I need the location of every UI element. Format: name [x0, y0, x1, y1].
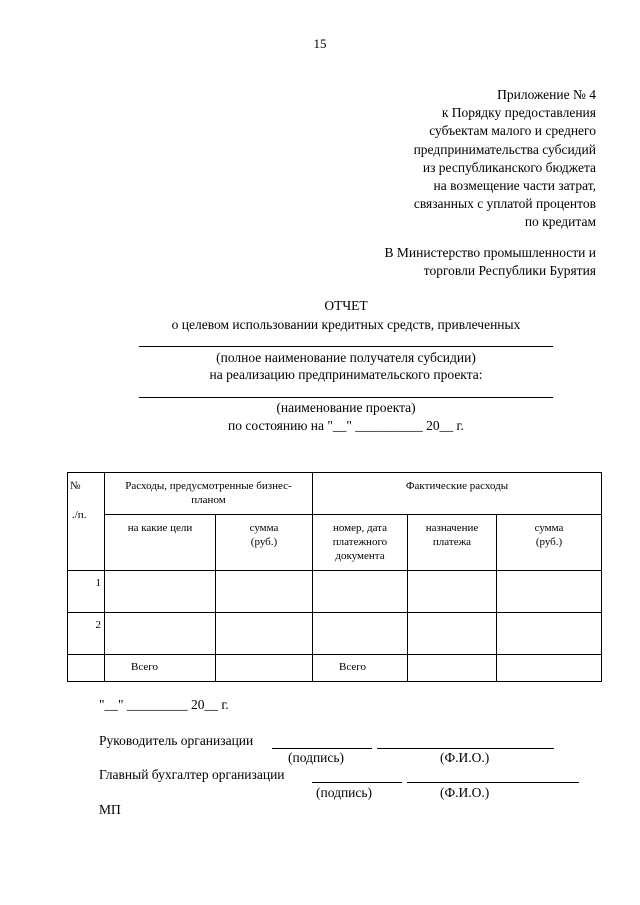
header-number-label: ./п. [72, 509, 87, 521]
accountant-label: Главный бухгалтер организации [99, 767, 285, 782]
addressee-line: торговли Республики Бурятия [423, 263, 596, 278]
accountant-name-hint: (Ф.И.О.) [440, 785, 490, 800]
appendix-line: на возмещение части затрат, [433, 178, 596, 194]
expenses-table [67, 472, 602, 682]
head-name-line [377, 748, 554, 749]
table-cell [408, 613, 497, 655]
row-number: 2 [68, 613, 105, 655]
table-cell [216, 655, 313, 682]
appendix-line: предпринимательства субсидий [413, 141, 596, 157]
appendix-block [414, 86, 596, 232]
table-cell [105, 613, 216, 655]
project-line: на реализацию предпринимательского проекта: [209, 367, 483, 382]
subheader-actual-sum: сумма (руб.) [497, 515, 602, 571]
report-subtitle: о целевом использовании кредитных средств, привлеченных [171, 317, 521, 332]
head-label: Руководитель организации [99, 733, 254, 748]
appendix-line: из республиканского бюджета [422, 159, 596, 175]
appendix-line: Приложение № 4 [497, 87, 596, 102]
project-name-line [139, 397, 553, 398]
table-row [68, 571, 602, 613]
table-cell [408, 571, 497, 613]
table-row [68, 613, 602, 655]
table-total-row [68, 655, 602, 682]
accountant-name-line [407, 782, 579, 783]
table-cell [497, 571, 602, 613]
subheader-payment-purpose: назначение платежа [408, 515, 497, 571]
appendix-line: связанных с уплатой процентов [413, 196, 596, 212]
table-cell [497, 655, 602, 682]
addressee-line: В Министерство промышленности и [384, 245, 596, 260]
table-subheader-row [68, 515, 602, 571]
table-cell [216, 613, 313, 655]
header-number [68, 473, 105, 571]
table-cell [313, 613, 408, 655]
recipient-hint: (полное наименование получателя субсидии) [216, 350, 476, 365]
table-cell [216, 571, 313, 613]
header-planned-expenses: Расходы, предусмотренные бизнес-планом [105, 473, 313, 515]
table-cell [408, 655, 497, 682]
page-number: 15 [313, 36, 327, 51]
stamp-label: МП [99, 802, 121, 817]
table-cell [68, 655, 105, 682]
head-name-hint: (Ф.И.О.) [440, 750, 490, 765]
appendix-line: субъектам малого и среднего [429, 123, 596, 139]
header-number-symbol: № [70, 480, 81, 492]
head-signature-line [272, 748, 372, 749]
table-cell [313, 571, 408, 613]
accountant-signature-line [312, 782, 402, 783]
table-header-row [68, 473, 602, 515]
subheader-payment-document: номер, дата платежного документа [313, 515, 408, 571]
subheader-purpose: на какие цели [105, 515, 216, 571]
total-label-planned: Всего [105, 655, 216, 682]
header-actual-expenses: Фактические расходы [313, 473, 602, 515]
recipient-line [139, 346, 553, 347]
status-date-line: по состоянию на "__" __________ 20__ г. [228, 418, 464, 433]
report-title: ОТЧЕТ [324, 298, 368, 313]
total-label-actual: Всего [313, 655, 408, 682]
appendix-line: к Порядку предоставления [441, 105, 596, 121]
appendix-line: по кредитам [524, 214, 596, 230]
table-cell [105, 571, 216, 613]
addressee-block [385, 244, 596, 280]
project-hint: (наименование проекта) [276, 400, 416, 415]
row-number: 1 [68, 571, 105, 613]
accountant-signature-hint: (подпись) [316, 785, 373, 800]
table-cell [497, 613, 602, 655]
head-signature-hint: (подпись) [288, 750, 345, 765]
report-date-line: "__" _________ 20__ г. [99, 697, 229, 712]
subheader-planned-sum: сумма (руб.) [216, 515, 313, 571]
